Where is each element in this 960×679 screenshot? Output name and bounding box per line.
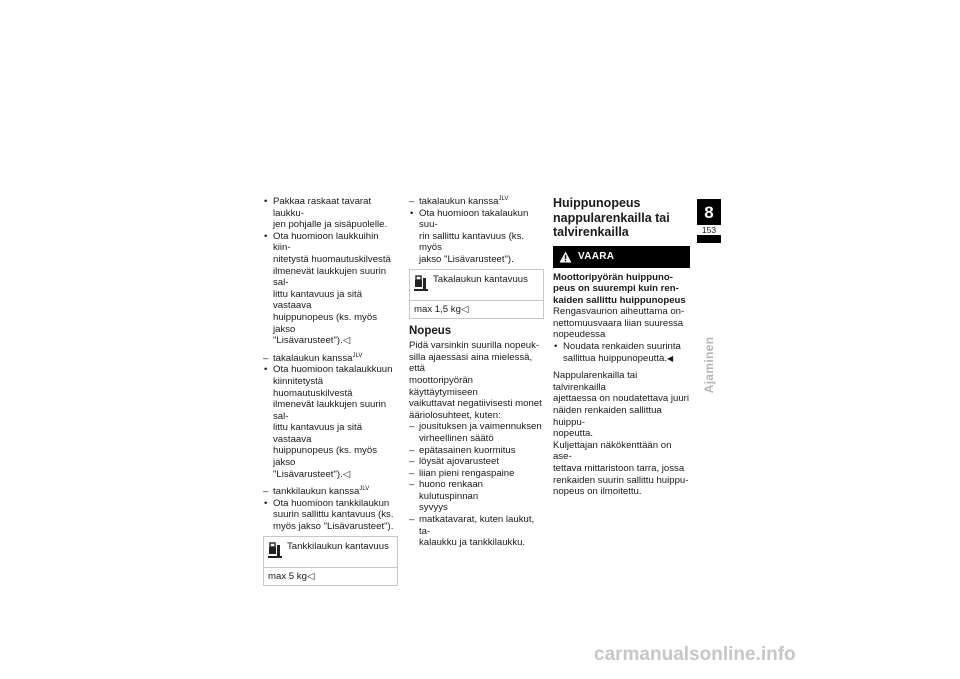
column-3 [553, 196, 690, 498]
dash-item: – huono renkaan kulutuspinnan syvyys [409, 479, 544, 514]
section-heading: Nopeus [409, 325, 452, 338]
section-heading: Huippunopeus nappularenkailla tai talvirenkailla [553, 196, 670, 239]
dash-item: – löysät ajovarusteet [409, 456, 544, 468]
chapter-tab [697, 199, 721, 243]
spec-box [409, 269, 544, 320]
dash-item: – takalaukun kanssa$^{JLV}$ [263, 353, 398, 365]
end-mark-icon: ◀ [667, 353, 674, 363]
column-1 [263, 196, 398, 590]
paragraph: Kuljettajan näkökenttään on ase- tettava mittaristoon tarra, jossa renkaiden suurin sallittu huippu- nopeus on ilmoitettu. [553, 439, 689, 498]
warning-text: Rengasvaurion aiheuttama on- nettomuusvaara liian suuressa nopeudessa [553, 306, 685, 341]
end-triangle-icon: ◁ [342, 335, 351, 347]
paragraph: Nappularenkailla tai talvirenkailla ajettaessa on noudatettava juuri näiden renkaiden sallittua huippu- nopeutta. [553, 370, 690, 440]
watermark: carmanualsonline.info [594, 644, 796, 665]
dash-item: – epätasainen kuormitus [409, 445, 544, 457]
page-number: 153 [697, 225, 721, 235]
warning-title: Moottoripyörän huippuno- peus on suurempi kuin ren- kaiden sallittu huippunopeus [553, 271, 686, 306]
end-triangle-icon: ◁ [460, 303, 469, 315]
luggage-weight-icon [414, 275, 428, 292]
spec-box [263, 536, 398, 587]
dash-item: – liian pieni rengaspaine [409, 468, 544, 480]
warning-triangle-icon [559, 251, 572, 263]
spec-title: Tankkilaukun kantavuus [287, 540, 389, 552]
bullet-item: • Ota huomioon takalaukun suu- rin sallittu kantavuus (ks. myös jakso "Lisävarusteet"). [409, 208, 544, 266]
column-2 [409, 196, 544, 549]
end-triangle-icon: ◁ [306, 570, 315, 582]
luggage-weight-icon [268, 542, 282, 559]
dash-item: – takalaukun kanssa$^{JLV}$ [409, 196, 544, 208]
bullet-item: • Pakkaa raskaat tavarat laukku- jen pohjalle ja sisäpuolelle. [263, 196, 398, 231]
end-triangle-icon: ◁ [342, 468, 351, 480]
spec-value: max 1,5 kg [414, 303, 461, 315]
bullet-item: • Noudata renkaiden suurinta sallittua huippunopeutta.◀ [553, 341, 690, 364]
spec-title: Takalaukun kantavuus [433, 273, 528, 285]
side-chapter-label: Ajaminen [702, 336, 716, 394]
paragraph: Pidä varsinkin suurilla nopeuk- silla ajaessasi aina mielessä, että moottoripyörän käyttäytymiseen vaikuttavat negatiivisesti monet ääriolosuhteet, kuten: [409, 340, 542, 421]
chapter-number: 8 [704, 203, 714, 222]
bullet-item: • Ota huomioon tankkilaukun suurin sallittu kantavuus (ks. myös jakso "Lisävarusteet"). [263, 498, 398, 533]
warning-banner [553, 246, 690, 268]
dash-item: – matkatavarat, kuten laukut, ta- kalaukku ja tankkilaukku. [409, 514, 544, 549]
bullet-item: • Ota huomioon laukkuihin kiin- nitetystä huomautuskilvestä ilmenevät laukkujen suurin sal- littu kantavuus ja sitä vastaava huippunopeus (ks. myös jakso "Lisävarusteet").◁ [263, 231, 398, 347]
warning-label: VAARA [578, 250, 615, 262]
dash-item: – jousituksen ja vaimennuksen virheellinen säätö [409, 421, 544, 444]
spec-value: max 5 kg [268, 570, 307, 582]
bullet-item: • Ota huomioon takalaukkuun kiinnitetystä huomautuskilvestä ilmenevät laukkujen suurin sal- littu kantavuus ja sitä vastaava huippunopeus (ks. myös jakso "Lisävarusteet").◁ [263, 364, 398, 480]
dash-item: – tankkilaukun kanssa$^{JLV}$ [263, 486, 398, 498]
